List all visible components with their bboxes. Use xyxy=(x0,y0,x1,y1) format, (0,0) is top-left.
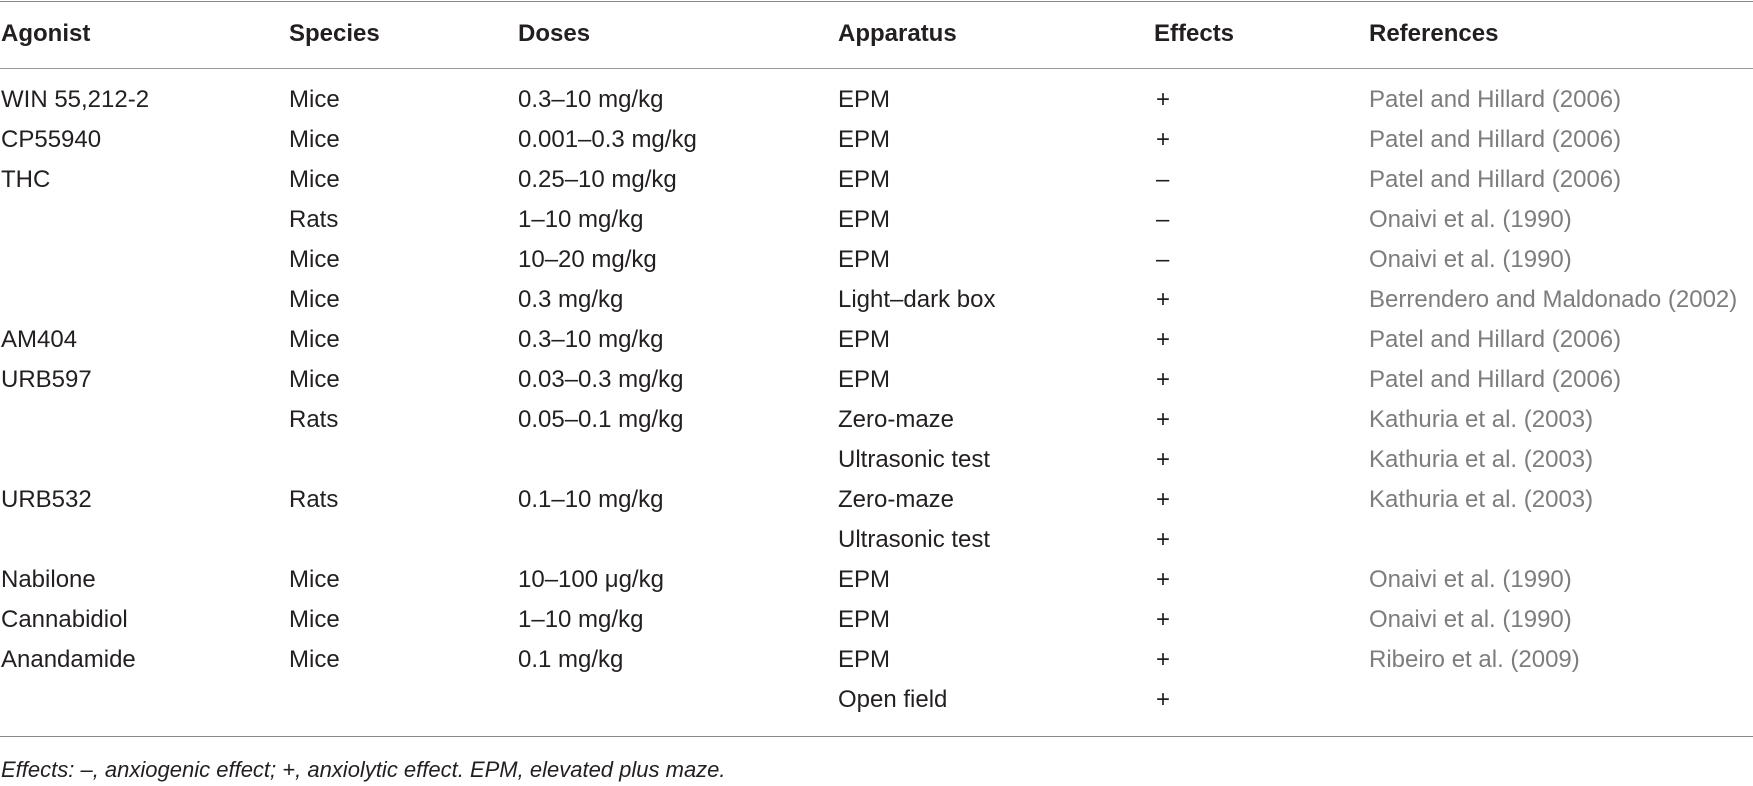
cell-agonist: URB597 xyxy=(1,366,92,393)
table-row xyxy=(0,520,1753,560)
table-row xyxy=(0,680,1753,720)
cell-apparatus: Zero-maze xyxy=(838,406,955,433)
table-row xyxy=(0,120,1753,160)
cell-species: Rats xyxy=(289,486,339,513)
cell-effects: + xyxy=(1156,486,1171,513)
cell-apparatus: EPM xyxy=(838,206,891,233)
cell-doses: 1–10 mg/kg xyxy=(518,606,644,633)
cell-agonist: WIN 55,212-2 xyxy=(1,86,150,113)
table-row xyxy=(0,440,1753,480)
cell-apparatus: Open field xyxy=(838,686,948,713)
cell-apparatus: Ultrasonic test xyxy=(838,526,991,553)
header-references: References xyxy=(1369,20,1499,47)
cell-species: Mice xyxy=(289,286,340,313)
cell-doses: 0.1–10 mg/kg xyxy=(518,486,664,513)
table-row xyxy=(0,560,1753,600)
cell-effects: – xyxy=(1156,166,1170,193)
table-row xyxy=(0,600,1753,640)
cell-apparatus: Ultrasonic test xyxy=(838,446,991,473)
header-agonist: Agonist xyxy=(1,20,91,47)
cell-effects: + xyxy=(1156,126,1171,153)
cell-doses: 0.25–10 mg/kg xyxy=(518,166,677,193)
cell-apparatus: EPM xyxy=(838,126,891,153)
cell-agonist: AM404 xyxy=(1,326,78,353)
cell-reference-link[interactable]: Kathuria et al. (2003) xyxy=(1369,406,1594,433)
table-row xyxy=(0,400,1753,440)
table-bottom-rule xyxy=(0,736,1753,737)
table-header-row xyxy=(0,14,1753,54)
cell-apparatus: EPM xyxy=(838,646,891,673)
cell-agonist: Nabilone xyxy=(1,566,96,593)
header-doses: Doses xyxy=(518,20,591,47)
cell-species: Mice xyxy=(289,366,340,393)
table-top-rule xyxy=(0,1,1753,2)
cell-effects: + xyxy=(1156,566,1171,593)
cell-effects: + xyxy=(1156,406,1171,433)
cell-effects: + xyxy=(1156,326,1171,353)
cell-effects: + xyxy=(1156,446,1171,473)
cell-effects: – xyxy=(1156,246,1170,273)
cell-doses: 1–10 mg/kg xyxy=(518,206,644,233)
table-row xyxy=(0,480,1753,520)
cell-reference-link[interactable]: Onaivi et al. (1990) xyxy=(1369,206,1572,233)
cell-effects: + xyxy=(1156,286,1171,313)
cell-reference-link[interactable]: Berrendero and Maldonado (2002) xyxy=(1369,286,1738,313)
cell-effects: + xyxy=(1156,606,1171,633)
cell-species: Mice xyxy=(289,246,340,273)
table-header-rule xyxy=(0,68,1753,69)
cell-reference-link[interactable]: Patel and Hillard (2006) xyxy=(1369,326,1622,353)
cell-reference-link[interactable]: Ribeiro et al. (2009) xyxy=(1369,646,1580,673)
cell-apparatus: EPM xyxy=(838,246,891,273)
cell-reference-link[interactable]: Patel and Hillard (2006) xyxy=(1369,166,1622,193)
header-effects: Effects xyxy=(1154,20,1235,47)
cell-apparatus: EPM xyxy=(838,566,891,593)
cell-reference-link[interactable]: Onaivi et al. (1990) xyxy=(1369,566,1572,593)
cell-effects: – xyxy=(1156,206,1170,233)
cell-reference-link[interactable]: Patel and Hillard (2006) xyxy=(1369,126,1622,153)
cell-reference-link[interactable]: Patel and Hillard (2006) xyxy=(1369,366,1622,393)
cell-reference-link[interactable]: Kathuria et al. (2003) xyxy=(1369,486,1594,513)
cell-reference-link[interactable]: Kathuria et al. (2003) xyxy=(1369,446,1594,473)
cell-apparatus: EPM xyxy=(838,326,891,353)
cell-apparatus: EPM xyxy=(838,86,891,113)
cell-doses: 0.03–0.3 mg/kg xyxy=(518,366,684,393)
table-body xyxy=(0,80,1753,720)
table-row xyxy=(0,280,1753,320)
cell-apparatus: EPM xyxy=(838,366,891,393)
cell-doses: 0.3 mg/kg xyxy=(518,286,624,313)
table-row xyxy=(0,200,1753,240)
cell-agonist: Anandamide xyxy=(1,646,136,673)
header-apparatus: Apparatus xyxy=(838,20,957,47)
cell-effects: + xyxy=(1156,526,1171,553)
table-row xyxy=(0,360,1753,400)
cell-species: Rats xyxy=(289,206,339,233)
cell-species: Mice xyxy=(289,646,340,673)
cell-effects: + xyxy=(1156,686,1171,713)
cell-reference-link[interactable]: Patel and Hillard (2006) xyxy=(1369,86,1622,113)
cell-species: Mice xyxy=(289,326,340,353)
cell-effects: + xyxy=(1156,86,1171,113)
table-footnote: Effects: –, anxiogenic effect; +, anxiolytic effect. EPM, elevated plus maze. xyxy=(1,757,726,782)
cell-agonist: URB532 xyxy=(1,486,92,513)
cell-apparatus: Zero-maze xyxy=(838,486,955,513)
table-row xyxy=(0,640,1753,680)
cell-doses: 10–20 mg/kg xyxy=(518,246,657,273)
table-row xyxy=(0,320,1753,360)
cell-effects: + xyxy=(1156,646,1171,673)
cell-species: Mice xyxy=(289,566,340,593)
cell-doses: 0.001–0.3 mg/kg xyxy=(518,126,697,153)
cell-species: Rats xyxy=(289,406,339,433)
cell-agonist: CP55940 xyxy=(1,126,102,153)
cell-reference-link[interactable]: Onaivi et al. (1990) xyxy=(1369,606,1572,633)
cell-apparatus: Light–dark box xyxy=(838,286,996,313)
cell-agonist: Cannabidiol xyxy=(1,606,128,633)
table-row xyxy=(0,80,1753,120)
cell-reference-link[interactable]: Onaivi et al. (1990) xyxy=(1369,246,1572,273)
table-row xyxy=(0,240,1753,280)
cell-doses: 0.05–0.1 mg/kg xyxy=(518,406,684,433)
cell-species: Mice xyxy=(289,86,340,113)
cell-agonist: THC xyxy=(1,166,51,193)
header-species: Species xyxy=(289,20,380,47)
cell-species: Mice xyxy=(289,126,340,153)
cell-effects: + xyxy=(1156,366,1171,393)
cell-apparatus: EPM xyxy=(838,606,891,633)
cell-apparatus: EPM xyxy=(838,166,891,193)
cell-doses: 10–100 μg/kg xyxy=(518,566,664,593)
cell-species: Mice xyxy=(289,606,340,633)
cell-doses: 0.3–10 mg/kg xyxy=(518,326,664,353)
cell-doses: 0.1 mg/kg xyxy=(518,646,624,673)
table-row xyxy=(0,160,1753,200)
cell-species: Mice xyxy=(289,166,340,193)
cell-doses: 0.3–10 mg/kg xyxy=(518,86,664,113)
